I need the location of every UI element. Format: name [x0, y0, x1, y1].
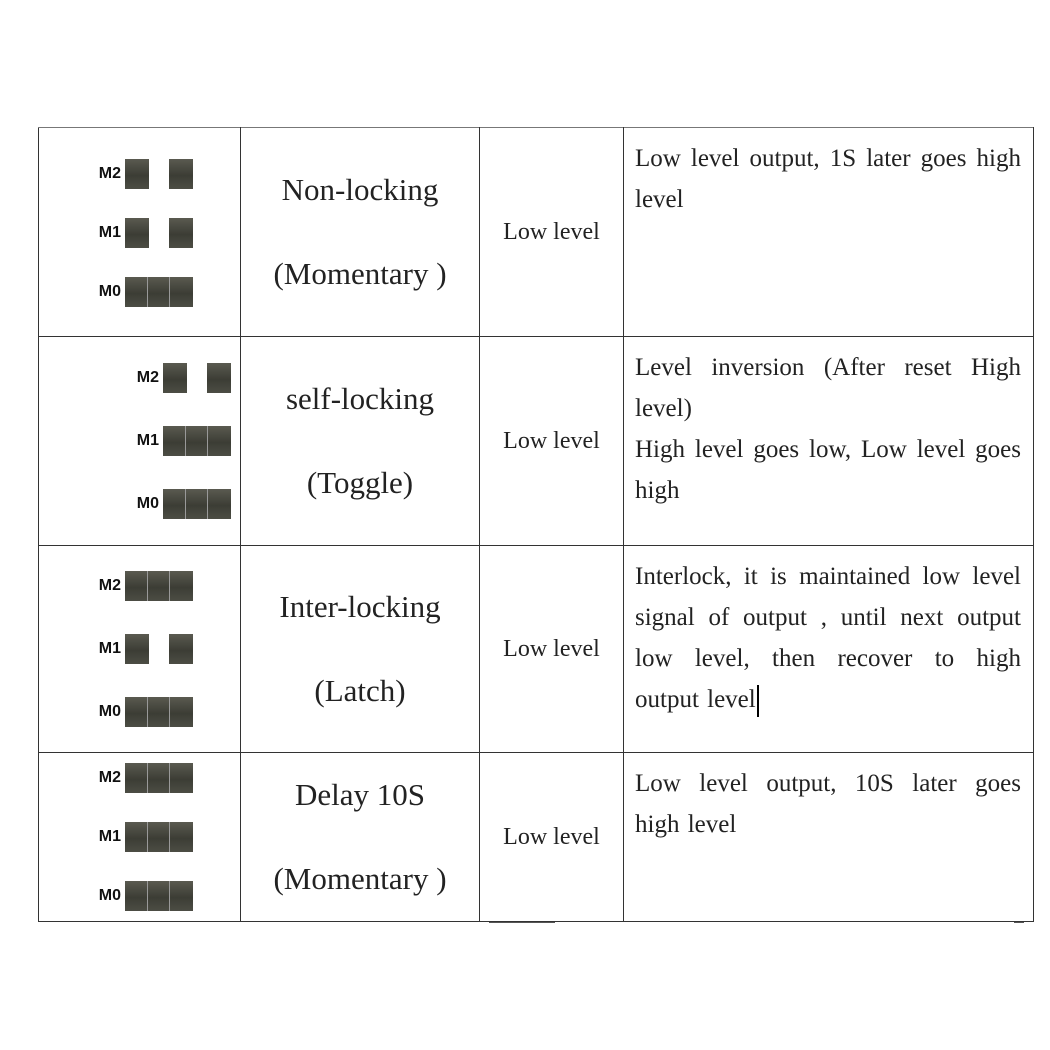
trigger-cell — [480, 128, 624, 337]
jumper-row — [85, 762, 240, 794]
jumper-cell — [39, 128, 241, 337]
trigger-level: Low level — [503, 635, 600, 662]
jumper-row — [123, 362, 240, 394]
description-cell — [624, 337, 1034, 546]
jumper-label: M0 — [98, 887, 121, 904]
trigger-cell — [480, 337, 624, 546]
jumper-label: M0 — [98, 283, 121, 300]
mode-type: (Latch) — [314, 673, 406, 708]
solder-jumper-bridged — [125, 763, 193, 793]
jumper-row — [123, 425, 240, 457]
mode-cell — [241, 128, 480, 337]
mode-cell — [241, 753, 480, 922]
jumper-label: M1 — [98, 828, 121, 845]
solder-jumper-bridged — [163, 489, 231, 519]
mode-name: Inter-locking — [279, 589, 441, 624]
jumper-row — [85, 633, 240, 665]
description-text: Level inversion (After reset High level) High level goes low, Low level goes high — [635, 354, 1021, 504]
description-content: Interlock, it is maintained low level signal of output , until next output low level, then recover to high output level — [635, 563, 1021, 713]
solder-jumper-open — [125, 159, 193, 189]
table-row — [39, 753, 1034, 922]
jumper-group — [85, 762, 240, 912]
jumper-cell — [39, 753, 241, 922]
description-cell — [624, 546, 1034, 753]
jumper-label: M2 — [98, 769, 121, 786]
trigger-level: Low level — [503, 823, 600, 850]
solder-jumper-open — [125, 218, 193, 248]
jumper-label: M0 — [98, 703, 121, 720]
solder-jumper-bridged — [125, 277, 193, 307]
solder-jumper-bridged — [125, 822, 193, 852]
trigger-cell — [480, 546, 624, 753]
jumper-row — [85, 821, 240, 853]
mode-name: Delay 10S — [294, 777, 425, 812]
trigger-level: Low level — [503, 218, 600, 245]
jumper-row — [85, 880, 240, 912]
solder-jumper-open — [163, 363, 231, 393]
mode-type: (Toggle) — [306, 465, 414, 500]
description-text — [635, 556, 1021, 720]
mode-table — [38, 127, 1034, 922]
jumper-label: M2 — [136, 369, 159, 386]
solder-jumper-bridged — [125, 697, 193, 727]
trigger-level: Low level — [503, 427, 600, 454]
solder-jumper-bridged — [163, 426, 231, 456]
jumper-group — [85, 570, 240, 728]
jumper-label: M2 — [98, 165, 121, 182]
jumper-label: M1 — [98, 224, 121, 241]
jumper-label: M1 — [136, 432, 159, 449]
mode-type: (Momentary ) — [273, 256, 447, 291]
jumper-row — [85, 217, 240, 249]
trigger-cell — [480, 753, 624, 922]
jumper-row — [123, 488, 240, 520]
solder-jumper-bridged — [125, 571, 193, 601]
mode-type: (Momentary ) — [273, 861, 447, 896]
jumper-group — [85, 158, 240, 308]
jumper-row — [85, 276, 240, 308]
jumper-group — [123, 362, 240, 520]
stray-underline — [489, 922, 555, 923]
description-cell — [624, 753, 1034, 922]
table-row — [39, 337, 1034, 546]
stray-underline — [1014, 922, 1024, 923]
jumper-row — [85, 570, 240, 602]
table-row — [39, 546, 1034, 753]
solder-jumper-bridged — [125, 881, 193, 911]
solder-jumper-open — [125, 634, 193, 664]
text-cursor — [757, 685, 759, 717]
description-text: Low level output, 1S later goes high level — [635, 145, 1021, 213]
jumper-cell — [39, 337, 241, 546]
table-row — [39, 128, 1034, 337]
jumper-row — [85, 696, 240, 728]
jumper-label: M1 — [98, 640, 121, 657]
jumper-label: M2 — [98, 577, 121, 594]
mode-cell — [241, 546, 480, 753]
jumper-cell — [39, 546, 241, 753]
jumper-row — [85, 158, 240, 190]
mode-name: self-locking — [285, 381, 435, 416]
description-cell — [624, 128, 1034, 337]
mode-cell — [241, 337, 480, 546]
jumper-label: M0 — [136, 495, 159, 512]
description-text: Low level output, 10S later goes high level — [635, 770, 1021, 838]
mode-name: Non-locking — [281, 172, 439, 207]
